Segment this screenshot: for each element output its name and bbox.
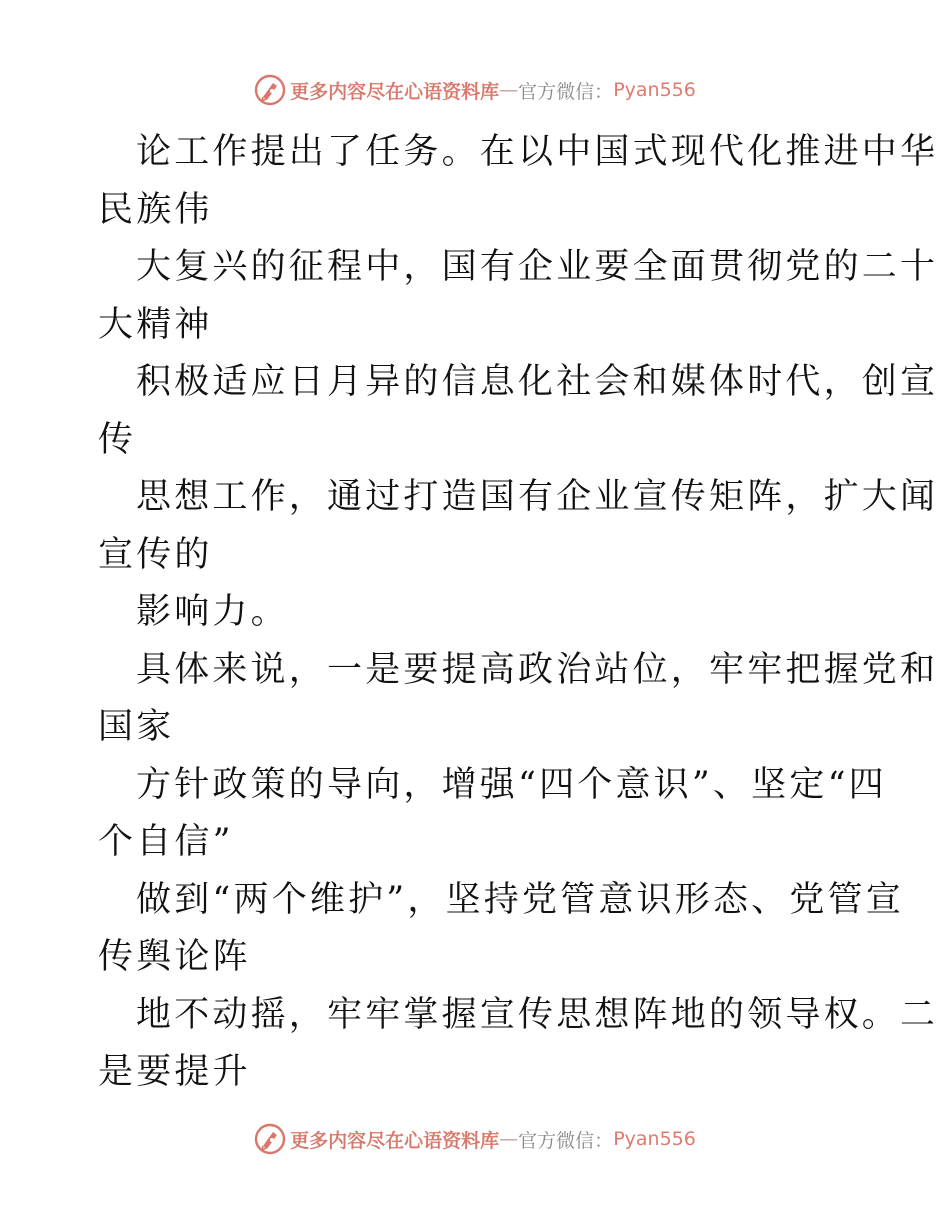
body-line: 民族伟 <box>98 189 213 230</box>
footer-watermark <box>0 1119 950 1159</box>
body-line: 个自信” <box>98 822 234 862</box>
body-line: 地不动摇，牢牢掌握宣传思想阵地的领导权。二 <box>136 994 939 1035</box>
body-line: 做到“两个维护”，坚持党管意识形态、党管宣 <box>136 879 904 920</box>
body-line: 思想工作，通过打造国有企业宣传矩阵，扩大闻 <box>136 477 939 517</box>
body-line: 是要提升 <box>98 1052 251 1092</box>
body-line: 方针政策的导向，增强“四个意识”、坚定“四 <box>136 764 887 805</box>
body-line: 影响力。 <box>136 592 289 632</box>
body-line: 传 <box>98 419 137 460</box>
watermark-wechat-id: Pyan556 <box>613 79 696 101</box>
watermark-site-text: 更多内容尽在心语资料库 <box>290 80 500 103</box>
body-line: 宣传的 <box>98 534 213 575</box>
body-line: 国家 <box>98 707 175 747</box>
watermark-wechat-id: Pyan556 <box>613 1128 696 1150</box>
watermark-label: 官方微信： <box>518 80 614 103</box>
watermark-dash: — <box>499 1128 519 1150</box>
body-line: 积极适应日月异的信息化社会和媒体时代，创宣 <box>136 362 939 402</box>
document-body <box>98 124 939 1102</box>
watermark-label: 官方微信： <box>518 1129 614 1152</box>
watermark-site-text: 更多内容尽在心语资料库 <box>290 1129 500 1152</box>
body-line: 大复兴的征程中，国有企业要全面贯彻党的二十 <box>136 247 939 287</box>
body-line: 大精神 <box>98 304 213 345</box>
body-line: 论工作提出了任务。在以中国式现代化推进中华 <box>136 132 939 172</box>
header-watermark <box>0 70 950 110</box>
watermark-dash: — <box>499 79 519 101</box>
pen-logo-icon <box>254 1123 286 1155</box>
body-line: 具体来说，一是要提高政治站位，牢牢把握党和 <box>136 649 939 690</box>
body-line: 传舆论阵 <box>98 937 251 977</box>
pen-logo-icon <box>254 74 286 106</box>
